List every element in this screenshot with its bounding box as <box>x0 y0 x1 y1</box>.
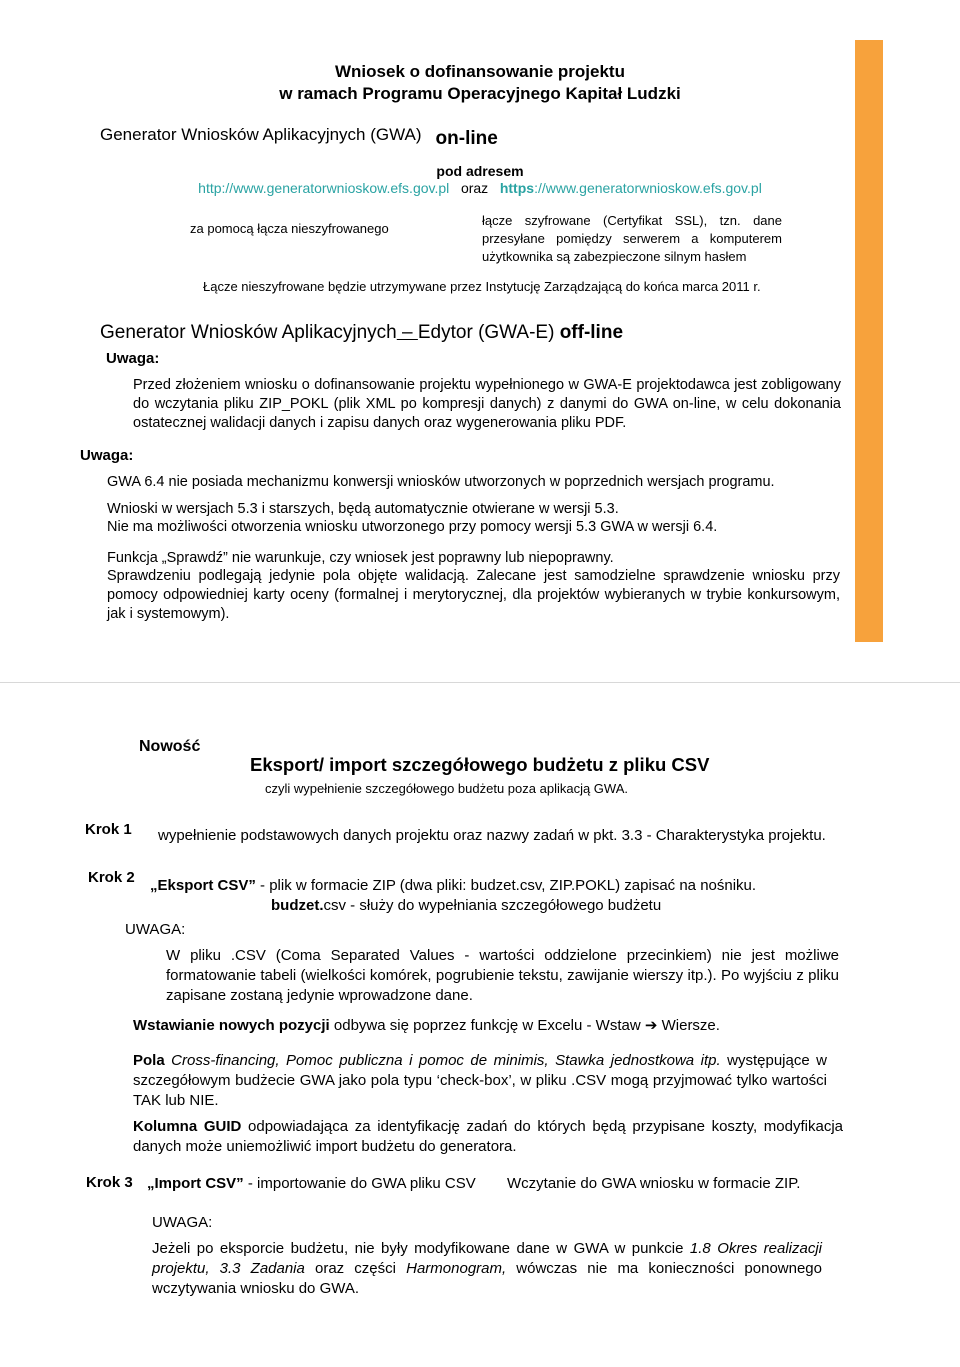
pola-italic: Cross-financing, Pomoc publiczna i pomoc de minimis, Stawka jednostkowa itp. <box>164 1052 721 1069</box>
unencrypted-label: za pomocą łącza nieszyfrowanego <box>190 221 389 236</box>
gwa-online-prefix: Generator Wniosków Aplikacyjnych (GWA) <box>100 125 422 144</box>
title-line-1: Wniosek o dofinansowanie projektu <box>335 62 625 81</box>
https-rest: ://www.generatorwnioskow.efs.gov.pl <box>534 180 762 196</box>
gwa-online-heading <box>100 124 498 149</box>
final-italic-2: Harmonogram, <box>406 1260 507 1277</box>
csv-note: W pliku .CSV (Coma Separated Values - wartości oddzielone przecinkiem) nie jest możliwe formatowanie tabeli (wielkości komórek, pogrubienie tekstu, zawijanie wierszy itp.). Po wyjściu z pliku zapisane zostaną jedynie wprowadzone dane. <box>166 947 839 1004</box>
editor-heading-offline: off-line <box>559 322 624 343</box>
final-mid: oraz części <box>304 1260 407 1277</box>
maintained-note: Łącze nieszyfrowane będzie utrzymywane przez Instytucję Zarządzającą do końca marca 2011 r. <box>203 279 761 294</box>
krok-3-right: Wczytanie do GWA wniosku w formacie ZIP. <box>507 1175 801 1192</box>
krok-3: Krok 3 <box>86 1174 133 1191</box>
encrypted-description: łącze szyfrowane (Certyfikat SSL), tzn. dane przesyłane pomiędzy serwerem a komputerem użytkownika są zabezpieczone silnym hasłem <box>482 213 782 264</box>
insert-bold: Wstawianie nowych pozycji <box>133 1017 330 1034</box>
note-sprawdz-1: Funkcja „Sprawdź” nie warunkuje, czy wniosek jest poprawny lub niepoprawny. <box>107 550 614 566</box>
eksport-csv-label: „Eksport CSV” <box>150 877 256 894</box>
import-csv-label: „Import CSV” <box>147 1175 244 1192</box>
uwaga-1-text: Przed złożeniem wniosku o dofinansowanie projektu wypełnionego w GWA-E projektodawca jest zobligowany do wczytania pliku ZIP_POKL (plik XML po kompresji danych) z danymi do GWA on-line, w celu dokonania ostatecznej walidacji danych i zapisu danych oraz wygenerowania pliku PDF. <box>133 377 841 431</box>
krok-2-text <box>150 876 756 896</box>
note-versions-2: Nie ma możliwości otworzenia wniosku utworzonego przy pomocy wersji 5.3 GWA w wersji 6.4. <box>107 519 718 535</box>
slide-1 <box>0 0 960 683</box>
insert-text: odbywa się poprzez funkcję w Excelu - Wstaw <box>329 1017 641 1034</box>
krok-1-text: wypełnienie podstawowych danych projektu oraz nazwy zadań w pkt. 3.3 - Charakterystyka projektu. <box>158 827 826 844</box>
krok-3-desc: - importowanie do GWA pliku CSV <box>243 1175 476 1192</box>
guid-text: odpowiadająca za identyfikację zadań do których będą przypisane koszty, modyfikacja danych może uniemożliwić import budżetu do generatora. <box>133 1118 843 1155</box>
editor-heading-middle: Edytor (GWA-E) <box>417 322 555 343</box>
krok-2: Krok 2 <box>88 869 135 886</box>
budzet-line <box>271 896 661 916</box>
editor-heading-prefix: Generator Wniosków Aplikacyjnych <box>100 322 397 343</box>
note-sprawdz-2: Sprawdzeniu podlegają jedynie pola objęte walidacją. Zalecane jest samodzielne sprawdzenie wniosku przy pomocy odpowiedniej karty oceny (formalnej i merytorycznej, dla projektów wybieranych w trybie konkursowym, jak i systemowym). <box>107 568 840 622</box>
uwaga-a: UWAGA: <box>125 921 186 938</box>
arrow-right-icon: ➔ <box>644 1017 658 1034</box>
https-bold: https <box>499 180 535 196</box>
krok-2-desc: - plik w formacie ZIP (dwa pliki: budzet.csv, ZIP.POKL) zapisać na nośniku. <box>255 877 757 894</box>
guid-note <box>133 1117 843 1157</box>
editor-heading <box>100 322 623 344</box>
budzet-desc: csv - służy do wypełniania szczegółowego budżetu <box>323 897 662 914</box>
budzet-bold: budzet. <box>271 897 324 914</box>
address-links <box>0 180 960 196</box>
pod-adresem: pod adresem <box>436 163 524 179</box>
gwa-online-label: on-line <box>435 128 498 149</box>
krok-1: Krok 1 <box>85 821 132 838</box>
uwaga-2: Uwaga: <box>80 447 134 464</box>
title-line-2: w ramach Programu Operacyjnego Kapitał Ludzki <box>279 84 681 103</box>
note-gwa64: GWA 6.4 nie posiada mechanizmu konwersji wniosków utworzonych w poprzednich wersjach programu. <box>107 474 775 490</box>
pola-bold: Pola <box>133 1052 165 1069</box>
guid-bold: Kolumna GUID <box>133 1118 242 1135</box>
pola-text: występujące w szczegółowym budżecie GWA jako pola typu ‘check-box’, w pliku .CSV mogą przyjmować tylko wartości TAK lub NIE. <box>133 1052 827 1109</box>
slide-2 <box>0 683 960 1367</box>
insert-rows-note <box>133 1016 720 1036</box>
note-versions-1: Wnioski w wersjach 5.3 i starszych, będą automatycznie otwierane w wersji 5.3. <box>107 501 619 517</box>
final-end: wówczas nie ma konieczności ponownego wczytywania wniosku do GWA. <box>152 1260 822 1297</box>
accent-bar <box>855 40 883 642</box>
editor-heading-dash: – <box>396 322 418 343</box>
uwaga-b: UWAGA: <box>152 1214 213 1231</box>
http-link[interactable]: http://www.generatorwnioskow.efs.gov.pl <box>198 180 450 196</box>
uwaga-1: Uwaga: <box>106 350 160 367</box>
krok-3-text <box>147 1174 476 1194</box>
final-note <box>152 1239 822 1299</box>
https-link[interactable] <box>500 180 762 196</box>
insert-end: Wiersze. <box>657 1017 720 1034</box>
pola-note <box>133 1051 827 1111</box>
slide-2-title: Eksport/ import szczegółowego budżetu z pliku CSV <box>250 754 710 775</box>
final-pre: Jeżeli po eksporcie budżetu, nie były modyfikowane dane w GWA w punkcie <box>152 1240 690 1257</box>
nowosc-label: Nowość <box>139 738 201 755</box>
oraz-text: oraz <box>460 180 489 196</box>
slide-2-subtitle: czyli wypełnienie szczegółowego budżetu poza aplikacją GWA. <box>265 781 628 796</box>
final-italic-1: 1.8 Okres realizacji projektu, 3.3 Zadania <box>152 1240 822 1277</box>
